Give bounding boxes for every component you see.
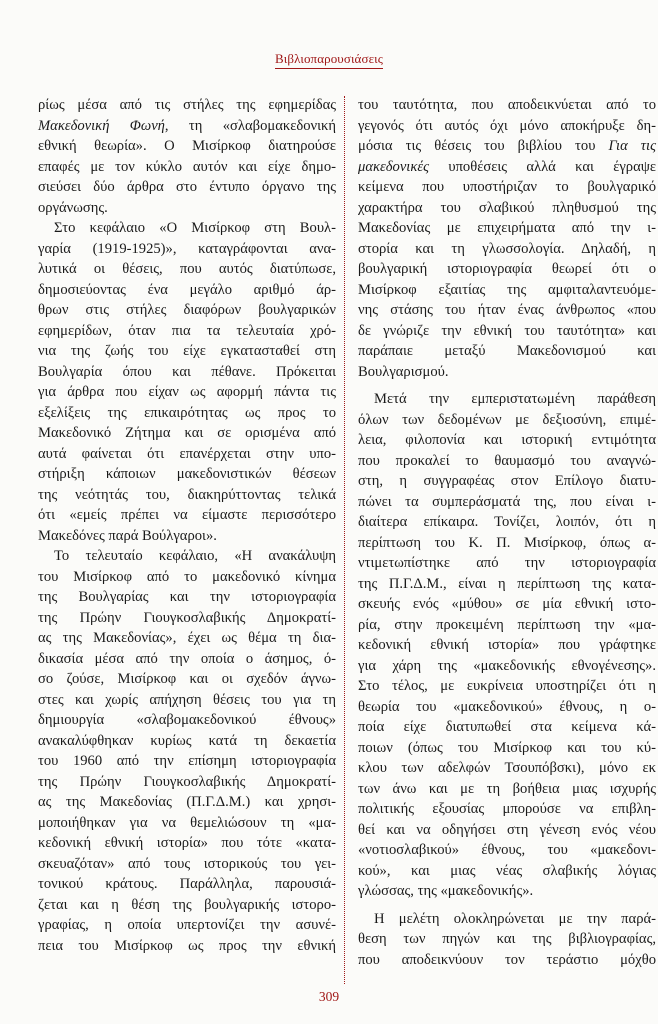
text-line: παράπαιε μεταξύ Μακεδονισμού και: [358, 343, 656, 359]
text-line: γραφίας, η οποία υπερτονίζει την ασυνέ-: [38, 917, 336, 933]
text-line: της Βουλγαρίας και την ιστοριογραφία: [38, 589, 336, 605]
text-line: δημοσιεύοντας ένα μεγάλο αριθμό άρ-: [38, 281, 336, 298]
text-line: λεια, φιλοπονία και ιστορική εντιμότητα: [358, 432, 656, 448]
text-line: Βουλγαρία όπου και πέθανε. Πρόκειται: [38, 363, 336, 380]
text-line: Στο τέλος, με ευκρίνεια υποστηρίζει ότι η: [358, 678, 656, 694]
section-title: Βιβλιοπαρουσιάσεις: [275, 51, 383, 69]
text-line: νια της ζωής του είχε εγκατασταθεί στη: [38, 343, 336, 359]
text-line: Μετά την εμπεριστατωμένη παράθεση: [374, 391, 656, 407]
text-line: πολιτικής εξουσίας μπορούσε να επιβλη-: [358, 801, 656, 817]
page-number: 309: [318, 989, 340, 1004]
text-line: Στο κεφάλαιο «Ο Μισίρκοφ στη Βουλ-: [54, 220, 336, 236]
text-line: «νοτιοσλαβικού» έθνους, του «μακεδονι-: [358, 842, 656, 858]
text-line: χαρακτήρα του σλαβικού πληθυσμού της: [358, 199, 656, 216]
text-line: ζεται και η θέση της βουλγαρικής ιστορο-: [38, 896, 336, 913]
text-line: ποιων (όπως του Μισίρκοφ και του κύ-: [358, 739, 656, 756]
text-line: Μακεδονικό Ζήτημα και σε ορισμένα από: [38, 425, 336, 441]
text-line: Μισίρκοφ εξαιτίας της αμφιταλαντευόμε-: [358, 281, 656, 298]
text-line: του Μισίρκοφ από το μακεδονικό κίνημα: [38, 568, 336, 585]
text-line: κεδονική εθνική ιστορία» που γράφτηκε: [358, 637, 656, 653]
text-line: για άρθρα που είχαν ως αφορμή πάντα τις: [38, 384, 336, 400]
text-line: ας της Μακεδονίας», έχει ως θέμα τη δια-: [38, 630, 336, 646]
text-line: σκευαζόταν» από τους ιστορικούς του γει-: [38, 855, 336, 872]
text-line: του ταυτότητα, που αποδεικνύεται από το: [358, 97, 656, 113]
text-line: τονικού κράτους. Παράλληλα, παρουσιά-: [38, 876, 336, 892]
text-line: για χάρη της «μακεδονικής εθνογένεσης».: [358, 657, 656, 674]
text-line: ντιμετωπίστηκε από την ιστοριογραφία: [358, 555, 656, 571]
text-line: του 1960 από την επίσημη ιστοριογραφία: [38, 753, 336, 769]
text-line: Μακεδονίας με επιχειρήματα από την ι-: [358, 220, 656, 236]
column-divider: [344, 96, 345, 984]
right-text-column: [358, 95, 656, 970]
text-line: θεση των πηγών και της βιβλιογραφίας,: [358, 931, 656, 947]
text-line: εφημερίδων, όταν πια τα τελευταία χρό-: [38, 322, 336, 339]
text-line: κείμενα που υποστήριζαν το βουλγαρικό: [358, 179, 656, 195]
text-line: ανακαλύφθηκαν κυρίως κατά τη δεκαετία: [38, 732, 336, 749]
text-line: ρία, στην προκειμένη περίπτωση την «μα-: [358, 616, 656, 633]
text-line: μόσια τις θέσεις του βιβλίου του Για τις: [358, 138, 657, 154]
text-line: στες και χωρίς απήχηση θέσεις του για τη: [38, 691, 336, 708]
text-line: πώνει τα συμπεράσματά της, που είναι ι-: [358, 493, 656, 510]
text-line: της Πρώην Γιουγκοσλαβικής Δημοκρατί-: [38, 609, 336, 626]
text-line: της νεότητάς του, διακηρύττοντας τελικά: [38, 486, 336, 503]
text-line: σκευής ενός «μύθου» σε μία εθνική ιστο-: [358, 596, 656, 612]
text-line: Το τελευταίο κεφάλαιο, «Η ανακάλυψη: [54, 548, 336, 564]
text-line: γαρία (1919-1925)», καταγράφονται ανα-: [38, 240, 336, 257]
text-line: θρων στις στήλες διαφόρων βουλγαρικών: [38, 302, 336, 318]
text-line: διαίτερα επίκαιρα. Τονίζει, λοιπόν, ότι η: [358, 514, 656, 530]
text-line: όλων των δεδομένων με δεξιοσύνη, επιμέ-: [358, 411, 656, 428]
text-line: μακεδονικές υποθέσεις αλλά και έγραψε: [358, 158, 656, 175]
text-line: των άνω και με τη βοήθεια μιας ισχυρής: [358, 780, 656, 797]
text-line: κεδονική εθνική ιστορία» που τότε «κατα-: [38, 835, 336, 851]
text-line: δικασία μέσα από την οποία ο άσημος, ό-: [38, 650, 336, 667]
text-line: σο ζούσε, Μισίρκοφ και οι σχεδόν άγνω-: [38, 671, 336, 687]
running-header: [0, 51, 658, 69]
text-line: θεί και να οδηγήσει στη γένεση ενός νέου: [358, 821, 656, 838]
text-line: ποία είχε διατυπωθεί στα κείμενα κά-: [358, 719, 656, 735]
text-line: οργάνωσης.: [38, 199, 108, 216]
left-text-column: [38, 95, 336, 956]
text-line: εξελίξεις της επικαιρότητας ως προς το: [38, 404, 336, 421]
text-line: σιεύσει δύο άρθρα στο έντυπο όργανο της: [38, 179, 336, 195]
text-line: νης στάσης του ήταν ένας άνθρωπος «που: [358, 302, 656, 318]
text-line: θεωρία του «μακεδονικού» έθνους, η ο-: [358, 698, 656, 715]
text-line: ότι «εμείς πρέπει να είμαστε περισσότερο: [38, 507, 336, 523]
text-line: κλου των αδελφών Τσουπόβσκι), μόνο εκ: [358, 760, 656, 776]
text-line: επαφές με τον κύκλο αυτόν και είχε δημο-: [38, 158, 336, 175]
text-line: αυτά φαίνεται ότι επανέρχεται στην υπο-: [38, 445, 336, 462]
text-line: της Π.Γ.Δ.Μ., είναι η περίπτωση της κατα-: [358, 575, 656, 592]
text-line: που προκαλεί το θαυμασμό του αναγνώ-: [358, 452, 656, 469]
text-line: πεια του Μισίρκοφ ως προς την εθνική: [38, 937, 336, 954]
text-line: της Πρώην Γιουγκοσλαβικής Δημοκρατί-: [38, 773, 336, 790]
text-line: βουλγαρική ιστοριογραφία θεωρεί ότι ο: [358, 261, 656, 277]
text-line: δε γνώριζε την εθνική του ταυτότητα» και: [358, 322, 656, 339]
text-line: που αποδεικνύουν τον τεράστιο μόχθο: [358, 951, 656, 968]
text-line: Βουλγαρισμού.: [358, 363, 449, 380]
text-line: στη, η συγγραφέας στον Επίλογο διατυ-: [358, 473, 656, 489]
text-line: μοποιήθηκαν για να θεμελιώσουν τη «μα-: [38, 814, 336, 831]
text-line: Μακεδόνες παρά Βούλγαροι».: [38, 527, 217, 544]
text-line: στήριξη κάποιων μακεδονιστικών θέσεων: [38, 466, 336, 482]
text-line: δημιουργία «σλαβομακεδονικού έθνους»: [38, 712, 336, 728]
text-line: ρίως μέσα από τις στήλες της εφημερίδας: [38, 97, 336, 113]
text-line: κού», και μιας νέας σλαβικής λόγιας: [358, 862, 656, 879]
text-line: ας της Μακεδονίας (Π.Γ.Δ.Μ.) και χρησι-: [38, 794, 336, 810]
text-line: Η μελέτη ολοκληρώνεται με την παρά-: [374, 910, 656, 927]
text-line: εθνική θεωρία». Ο Μισίρκοφ διατηρούσε: [38, 138, 336, 154]
text-line: γλώσσας, της «μακεδονικής».: [358, 883, 534, 899]
text-line: γεγονός ότι αυτός όχι μόνο αποκήρυξε δη-: [358, 117, 656, 134]
text-line: στορία και τη γλωσσολογία. Δηλαδή, η: [358, 240, 656, 257]
text-line: περίπτωση του Κ. Π. Μισίρκοφ, όπως α-: [358, 534, 656, 551]
text-line: Μακεδονική Φωνή, τη «σλαβομακεδονική: [38, 117, 337, 134]
text-line: λυτικά οι θέσεις, που αυτός διατύπωσε,: [38, 261, 336, 277]
